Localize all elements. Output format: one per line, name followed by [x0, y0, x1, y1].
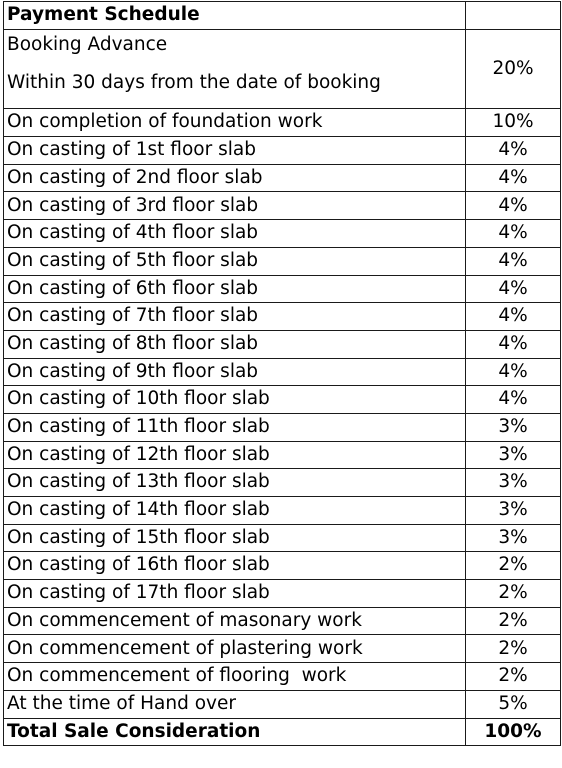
table-row [4, 552, 561, 580]
header-right-cell [466, 2, 561, 30]
table-row [4, 358, 561, 386]
stage-cell: On commencement of flooring work [4, 663, 466, 691]
percent-cell: 3% [466, 469, 561, 497]
stage-cell: On commencement of plastering work [4, 635, 466, 663]
stage-cell: On casting of 2nd floor slab [4, 164, 466, 192]
percent-cell: 2% [466, 607, 561, 635]
booking-condition-label: Within 30 days from the date of booking [4, 58, 466, 109]
table-row [4, 607, 561, 635]
stage-cell: On casting of 3rd floor slab [4, 192, 466, 220]
stage-cell: On casting of 4th floor slab [4, 220, 466, 248]
table-row [4, 330, 561, 358]
percent-cell: 4% [466, 358, 561, 386]
table-row [4, 524, 561, 552]
stage-cell: On casting of 7th floor slab [4, 303, 466, 331]
table-row [4, 386, 561, 414]
stage-cell: On casting of 1st floor slab [4, 137, 466, 165]
booking-advance-label: Booking Advance [4, 29, 466, 58]
table-title: Payment Schedule [4, 2, 466, 30]
percent-cell: 4% [466, 386, 561, 414]
booking-row-top [4, 29, 561, 58]
header-row [4, 2, 561, 30]
stage-cell: On casting of 10th floor slab [4, 386, 466, 414]
stage-cell: On casting of 11th floor slab [4, 413, 466, 441]
table-row [4, 635, 561, 663]
table-row [4, 690, 561, 718]
percent-cell: 2% [466, 580, 561, 608]
stage-cell: On casting of 14th floor slab [4, 497, 466, 525]
table-row [4, 497, 561, 525]
booking-percent: 20% [466, 29, 561, 109]
table-row [4, 275, 561, 303]
table-row [4, 441, 561, 469]
stage-cell: On casting of 9th floor slab [4, 358, 466, 386]
table-row [4, 192, 561, 220]
stage-cell: On casting of 13th floor slab [4, 469, 466, 497]
percent-cell: 4% [466, 192, 561, 220]
table-row [4, 469, 561, 497]
percent-cell: 3% [466, 413, 561, 441]
table-row [4, 137, 561, 165]
percent-cell: 4% [466, 275, 561, 303]
stage-cell: At the time of Hand over [4, 690, 466, 718]
table-row [4, 580, 561, 608]
percent-cell: 5% [466, 690, 561, 718]
table-row [4, 220, 561, 248]
percent-cell: 4% [466, 303, 561, 331]
table-row [4, 247, 561, 275]
stage-cell: On commencement of masonary work [4, 607, 466, 635]
total-label: Total Sale Consideration [4, 718, 466, 746]
percent-cell: 4% [466, 247, 561, 275]
percent-cell: 4% [466, 330, 561, 358]
table-row [4, 663, 561, 691]
table-row [4, 413, 561, 441]
percent-cell: 10% [466, 109, 561, 137]
stage-cell: On casting of 6th floor slab [4, 275, 466, 303]
stage-cell: On casting of 17th floor slab [4, 580, 466, 608]
stage-cell: On casting of 16th floor slab [4, 552, 466, 580]
percent-cell: 2% [466, 635, 561, 663]
table-row [4, 303, 561, 331]
stage-cell: On casting of 15th floor slab [4, 524, 466, 552]
percent-cell: 2% [466, 663, 561, 691]
percent-cell: 2% [466, 552, 561, 580]
percent-cell: 4% [466, 220, 561, 248]
percent-cell: 4% [466, 164, 561, 192]
percent-cell: 3% [466, 441, 561, 469]
percent-cell: 4% [466, 137, 561, 165]
payment-schedule-table [3, 1, 561, 746]
total-percent: 100% [466, 718, 561, 746]
stage-cell: On casting of 5th floor slab [4, 247, 466, 275]
table-row [4, 109, 561, 137]
percent-cell: 3% [466, 524, 561, 552]
table-row [4, 164, 561, 192]
stage-cell: On casting of 8th floor slab [4, 330, 466, 358]
stage-cell: On completion of foundation work [4, 109, 466, 137]
stage-cell: On casting of 12th floor slab [4, 441, 466, 469]
total-row [4, 718, 561, 746]
percent-cell: 3% [466, 497, 561, 525]
